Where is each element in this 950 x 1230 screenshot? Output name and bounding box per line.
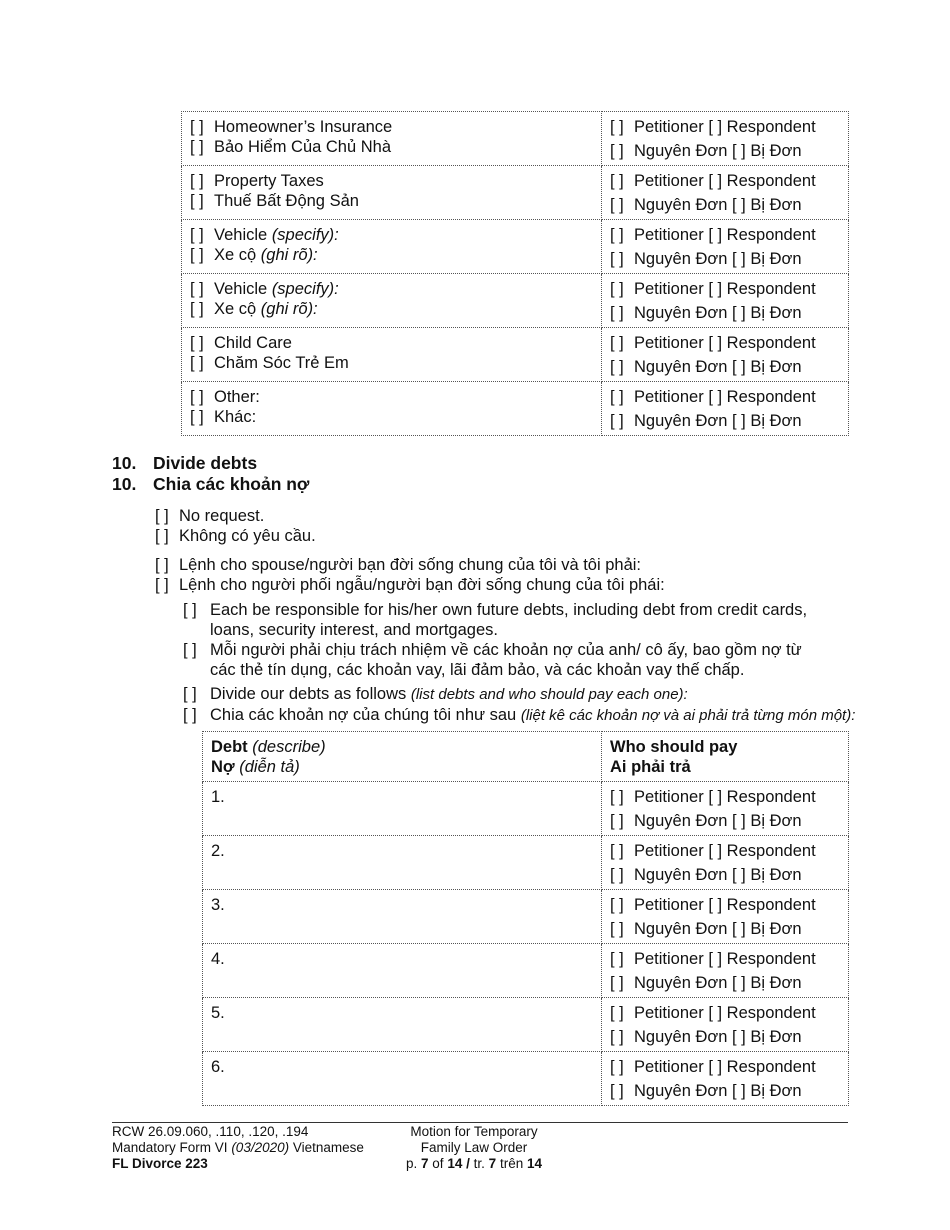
order-option[interactable]: [ ] Lệnh cho spouse/người bạn đời sống chung của tôi và tôi phải: [ ] Lệnh cho người phối ngẫu/người bạn đời sống chung của tôi phái: <box>155 556 665 594</box>
debt-row-number: 6. <box>211 1058 225 1076</box>
expense-item-en[interactable]: [ ] Vehicle (specify): <box>190 226 339 244</box>
divide-debts-option[interactable]: [ ] Divide our debts as follows (list debts and who should pay each one): [ ] Chia các khoản nợ của chúng tôi như sau (liệt kê các khoản nợ và ai phải trả từng món một): <box>183 685 856 724</box>
payer-cell[interactable] <box>602 166 849 220</box>
payer-en[interactable]: [ ] Petitioner [ ] Respondent <box>610 842 816 860</box>
statute-reference: RCW 26.09.060, .110, .120, .194 <box>112 1124 309 1139</box>
expense-row <box>182 382 849 436</box>
payer-vi[interactable]: [ ] Nguyên Đơn [ ] Bị Đơn <box>610 920 802 938</box>
expense-row <box>182 328 849 382</box>
payer-vi[interactable]: [ ] Nguyên Đơn [ ] Bị Đơn <box>610 1082 802 1100</box>
payer-vi[interactable]: [ ] Nguyên Đơn [ ] Bị Đơn <box>610 250 802 268</box>
expense-item-vi[interactable]: [ ] Khác: <box>190 408 257 426</box>
payer-vi[interactable]: [ ] Nguyên Đơn [ ] Bị Đơn <box>610 358 802 376</box>
debt-row <box>203 998 849 1052</box>
expense-item-cell[interactable] <box>182 112 602 166</box>
payer-vi[interactable]: [ ] Nguyên Đơn [ ] Bị Đơn <box>610 1028 802 1046</box>
expense-item-vi[interactable]: [ ] Thuế Bất Động Sản <box>190 192 359 210</box>
form-title-line-2: Family Law Order <box>420 1140 528 1155</box>
expense-item-en[interactable]: [ ] Child Care <box>190 334 292 352</box>
debt-row <box>203 890 849 944</box>
payer-en[interactable]: [ ] Petitioner [ ] Respondent <box>610 226 816 244</box>
expense-item-vi[interactable]: [ ] Xe cộ (ghi rõ): <box>190 246 318 264</box>
payer-cell[interactable] <box>602 328 849 382</box>
payer-vi[interactable]: [ ] Nguyên Đơn [ ] Bị Đơn <box>610 142 802 160</box>
payer-en[interactable]: [ ] Petitioner [ ] Respondent <box>610 896 816 914</box>
payer-cell[interactable] <box>602 1052 849 1106</box>
expense-row <box>182 220 849 274</box>
expense-item-cell[interactable] <box>182 166 602 220</box>
payer-vi[interactable]: [ ] Nguyên Đơn [ ] Bị Đơn <box>610 812 802 830</box>
debt-row <box>203 1052 849 1106</box>
debt-description-cell[interactable] <box>203 1052 602 1106</box>
payer-en[interactable]: [ ] Petitioner [ ] Respondent <box>610 1058 816 1076</box>
expense-row <box>182 274 849 328</box>
payer-cell[interactable] <box>602 890 849 944</box>
payer-cell[interactable] <box>602 274 849 328</box>
footer-center <box>374 1124 574 1172</box>
form-id: FL Divorce 223 <box>112 1156 208 1171</box>
footer-divider <box>112 1122 848 1123</box>
payer-cell[interactable] <box>602 220 849 274</box>
no-request-option[interactable]: [ ] No request. [ ] Không có yêu cầu. <box>155 507 316 545</box>
expense-item-cell[interactable] <box>182 274 602 328</box>
expense-item-en[interactable]: [ ] Other: <box>190 388 260 406</box>
payer-en[interactable]: [ ] Petitioner [ ] Respondent <box>610 1004 816 1022</box>
payer-cell[interactable] <box>602 944 849 998</box>
debt-row-number: 3. <box>211 896 225 914</box>
form-title-line-1: Motion for Temporary <box>410 1124 538 1139</box>
debt-row-number: 2. <box>211 842 225 860</box>
debt-row-number: 4. <box>211 950 225 968</box>
payer-en[interactable]: [ ] Petitioner [ ] Respondent <box>610 950 816 968</box>
section-10-title-vi: 10. Chia các khoản nợ <box>112 474 310 494</box>
expense-item-en[interactable]: [ ] Vehicle (specify): <box>190 280 339 298</box>
page-number: p. 7 of 14 / tr. 7 trên 14 <box>405 1156 543 1171</box>
expense-item-vi[interactable]: [ ] Chăm Sóc Trẻ Em <box>190 354 349 372</box>
expense-row <box>182 166 849 220</box>
expense-item-en[interactable]: [ ] Property Taxes <box>190 172 324 190</box>
payer-en[interactable]: [ ] Petitioner [ ] Respondent <box>610 172 816 190</box>
section-10-title-en: 10. Divide debts <box>112 453 258 473</box>
debt-row <box>203 836 849 890</box>
payer-cell[interactable] <box>602 112 849 166</box>
payer-cell[interactable] <box>602 382 849 436</box>
payer-vi[interactable]: [ ] Nguyên Đơn [ ] Bị Đơn <box>610 866 802 884</box>
expense-item-cell[interactable] <box>182 328 602 382</box>
expense-item-vi[interactable]: [ ] Xe cộ (ghi rõ): <box>190 300 318 318</box>
expense-row <box>182 112 849 166</box>
payer-en[interactable]: [ ] Petitioner [ ] Respondent <box>610 788 816 806</box>
debt-description-cell[interactable] <box>203 890 602 944</box>
payer-en[interactable]: [ ] Petitioner [ ] Respondent <box>610 388 816 406</box>
payer-vi[interactable]: [ ] Nguyên Đơn [ ] Bị Đơn <box>610 412 802 430</box>
each-responsible-option[interactable]: [ ] Each be responsible for his/her own future debts, including debt from credit cards, loans, security interest, and mortgages. [ ] Mỗi người phải chịu trách nhiệm về các khoản nợ của anh/ cô ấy, bao gồm nợ từ các thẻ tín dụng, các khoản vay, lãi đảm bảo, và các khoản vay thế chấp. <box>183 601 808 679</box>
payer-vi[interactable]: [ ] Nguyên Đơn [ ] Bị Đơn <box>610 304 802 322</box>
payer-column-header: Who should pay Ai phải trả <box>602 732 849 782</box>
payer-en[interactable]: [ ] Petitioner [ ] Respondent <box>610 280 816 298</box>
footer-left <box>112 1124 364 1172</box>
debt-description-cell[interactable] <box>203 836 602 890</box>
payer-cell[interactable] <box>602 998 849 1052</box>
debts-table <box>202 731 849 1106</box>
expense-item-vi[interactable]: [ ] Bảo Hiểm Của Chủ Nhà <box>190 138 392 156</box>
debt-column-header: Debt (describe) Nợ (diễn tả) <box>203 732 602 782</box>
debt-row-number: 5. <box>211 1004 225 1022</box>
debt-description-cell[interactable] <box>203 944 602 998</box>
debt-description-cell[interactable] <box>203 998 602 1052</box>
payer-vi[interactable]: [ ] Nguyên Đơn [ ] Bị Đơn <box>610 196 802 214</box>
payer-vi[interactable]: [ ] Nguyên Đơn [ ] Bị Đơn <box>610 974 802 992</box>
payer-cell[interactable] <box>602 836 849 890</box>
expense-item-cell[interactable] <box>182 220 602 274</box>
debt-row <box>203 944 849 998</box>
debt-description-cell[interactable] <box>203 782 602 836</box>
expense-item-en[interactable]: [ ] Homeowner’s Insurance <box>190 118 393 136</box>
expenses-table <box>181 111 849 436</box>
debts-table-header <box>203 732 849 782</box>
expense-item-cell[interactable] <box>182 382 602 436</box>
payer-cell[interactable] <box>602 782 849 836</box>
debt-row-number: 1. <box>211 788 225 806</box>
payer-en[interactable]: [ ] Petitioner [ ] Respondent <box>610 334 816 352</box>
debt-row <box>203 782 849 836</box>
form-version: Mandatory Form VI (03/2020) Vietnamese <box>112 1140 364 1155</box>
payer-en[interactable]: [ ] Petitioner [ ] Respondent <box>610 118 816 136</box>
